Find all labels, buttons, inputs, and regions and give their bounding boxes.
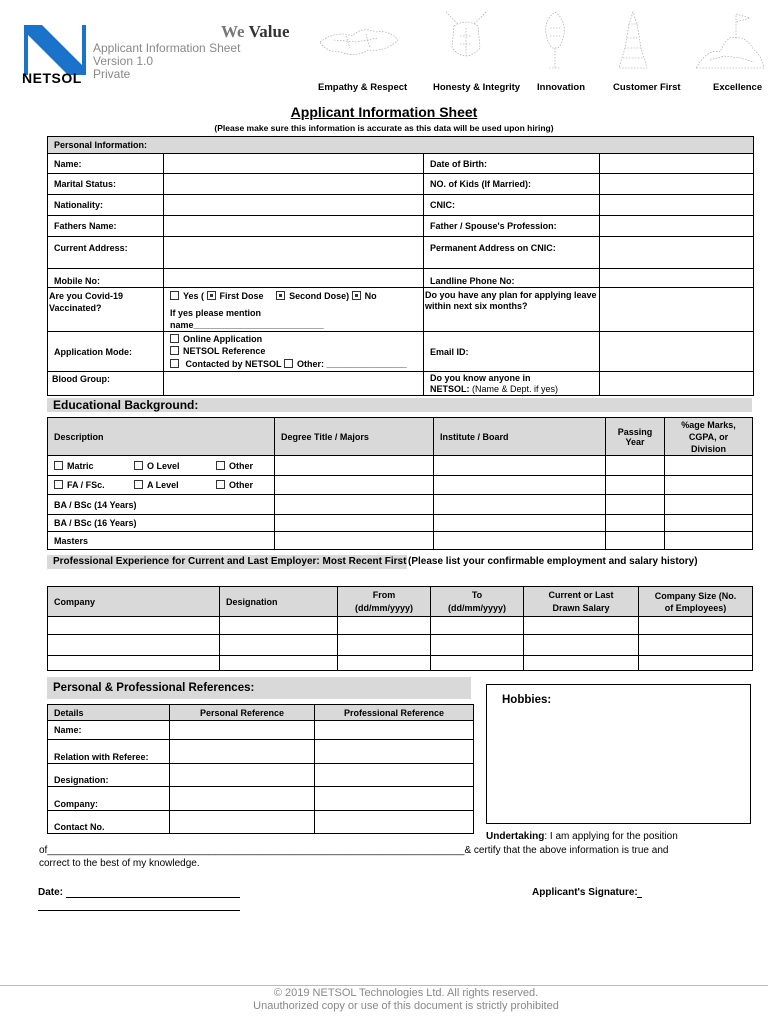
- contacted-label: Contacted by NETSOL: [185, 358, 282, 369]
- matric-label: Matric: [67, 460, 94, 471]
- kids-field[interactable]: [600, 174, 754, 195]
- ref-row-company: Company:: [48, 787, 170, 811]
- leave-plan-label: Do you have any plan for applying leave within next six months?: [424, 288, 600, 332]
- table-row: [48, 476, 753, 495]
- covid-no-label: No: [364, 291, 377, 301]
- table-row: [48, 635, 753, 656]
- signature-label: Applicant's Signature:: [532, 887, 638, 898]
- hobbies-label: Hobbies:: [502, 694, 552, 706]
- ref-cell[interactable]: [315, 721, 474, 740]
- ref-cell[interactable]: [315, 764, 474, 787]
- ref-row-designation: Designation:: [48, 764, 170, 787]
- value-excellence: Excellence: [713, 82, 763, 93]
- edu-cell[interactable]: [665, 515, 753, 532]
- exp-col-to: To (dd/mm/yyyy): [431, 587, 524, 617]
- other-checkbox-2[interactable]: [216, 480, 225, 489]
- edu-cell[interactable]: [606, 495, 665, 515]
- edu-cell[interactable]: [434, 495, 606, 515]
- a-level-option: [134, 480, 216, 490]
- covid-second-dose-checkbox[interactable]: [276, 291, 285, 300]
- table-row: [48, 787, 474, 811]
- edu-cell[interactable]: [606, 476, 665, 495]
- netsol-label: NETSOL:: [430, 383, 470, 394]
- fsc-option: [54, 480, 134, 490]
- contacted-option: [170, 358, 417, 371]
- undertaking-text-1: : I am applying for the position: [544, 831, 678, 842]
- netsol-reference-checkbox[interactable]: [170, 346, 179, 355]
- ref-col-details: Details: [48, 705, 170, 721]
- we-text: We: [221, 22, 245, 41]
- exp-col-from: From (dd/mm/yyyy): [338, 587, 431, 617]
- ref-cell[interactable]: [315, 811, 474, 834]
- table-row: [48, 154, 754, 174]
- innovation-illustration: [538, 8, 572, 72]
- other-label[interactable]: Other: ________________: [297, 358, 407, 369]
- matric-checkbox[interactable]: [54, 461, 63, 470]
- table-row: [48, 332, 754, 372]
- edu-cell[interactable]: [606, 532, 665, 550]
- references-table: [47, 704, 474, 834]
- blood-group-label: Blood Group:: [48, 372, 164, 396]
- edu-cell[interactable]: [275, 456, 434, 476]
- contacted-checkbox[interactable]: [170, 359, 179, 368]
- table-row: [48, 216, 754, 237]
- document-meta: [93, 42, 240, 81]
- matric-option: [54, 461, 134, 471]
- online-application-label: Online Application: [183, 333, 263, 344]
- edu-cell[interactable]: [665, 476, 753, 495]
- exp-cell[interactable]: [524, 635, 639, 656]
- edu-cell[interactable]: [665, 495, 753, 515]
- name-field[interactable]: [164, 154, 424, 174]
- table-row: [48, 174, 754, 195]
- fathers-name-field[interactable]: [164, 216, 424, 237]
- exp-cell[interactable]: [220, 656, 338, 671]
- current-address-field[interactable]: [164, 237, 424, 269]
- covid-mention-line[interactable]: If yes please mention name__________________________: [170, 308, 324, 330]
- covid-yes-label: Yes (: [183, 291, 205, 301]
- table-row: [48, 740, 474, 764]
- covid-options: [164, 288, 424, 332]
- ref-cell[interactable]: [170, 787, 315, 811]
- education-header-row: [48, 418, 753, 456]
- leave-plan-field[interactable]: [600, 288, 754, 332]
- other-label-2: Other: [229, 480, 254, 490]
- we-value-heading: [221, 22, 290, 42]
- exp-cell[interactable]: [338, 656, 431, 671]
- covid-yes-checkbox[interactable]: [170, 291, 179, 300]
- education-heading: Educational Background:: [47, 398, 752, 412]
- edu-cell[interactable]: [434, 532, 606, 550]
- edu-cell[interactable]: [434, 456, 606, 476]
- landline-field[interactable]: [600, 269, 754, 288]
- exp-cell[interactable]: [48, 656, 220, 671]
- table-row: [48, 456, 753, 476]
- edu-row-ba-16: BA / BSc (16 Years): [48, 515, 275, 532]
- dob-label: Date of Birth:: [424, 154, 600, 174]
- date-label: Date:: [38, 887, 64, 898]
- covid-choice-row: [170, 290, 417, 302]
- exp-col-company: Company: [48, 587, 220, 617]
- footer-copyright: © 2019 NETSOL Technologies Ltd. All rights reserved.: [273, 987, 539, 999]
- edu-cell[interactable]: [275, 515, 434, 532]
- table-row: [48, 617, 753, 635]
- edu-cell[interactable]: [606, 515, 665, 532]
- blood-group-field[interactable]: [164, 372, 424, 396]
- exp-cell[interactable]: [431, 635, 524, 656]
- exp-col-designation: Designation: [220, 587, 338, 617]
- personal-info-header-row: [48, 137, 754, 154]
- footer-divider: [0, 985, 768, 986]
- table-row: [48, 495, 753, 515]
- o-level-label: O Level: [147, 460, 180, 471]
- undertaking-line-3: correct to the best of my knowledge.: [39, 858, 200, 869]
- undertaking-line-1: [486, 830, 678, 844]
- ref-row-name: Name:: [48, 721, 170, 740]
- edu-cell[interactable]: [665, 532, 753, 550]
- table-row: [48, 721, 474, 740]
- company-name: NETSOL: [22, 70, 82, 86]
- exp-cell[interactable]: [220, 617, 338, 635]
- current-address-label: Current Address:: [48, 237, 164, 269]
- edu-cell[interactable]: [275, 495, 434, 515]
- table-row: [48, 532, 753, 550]
- nationality-field[interactable]: [164, 195, 424, 216]
- marital-status-field[interactable]: [164, 174, 424, 195]
- mobile-field[interactable]: [164, 269, 424, 288]
- form-subtitle: (Please make sure this information is accurate as this data will be used upon hiring): [214, 123, 554, 133]
- other-checkbox-1[interactable]: [216, 461, 225, 470]
- personal-info-heading: Personal Information:: [48, 137, 754, 154]
- undertaking-line-2[interactable]: of___________________________________________________________________________& certify that the above information is true and: [39, 845, 669, 856]
- mobile-label: Mobile No:: [48, 269, 164, 288]
- ref-cell[interactable]: [315, 740, 474, 764]
- references-heading: Personal & Professional References:: [47, 677, 471, 699]
- value-innovation: Innovation: [537, 82, 586, 93]
- exp-cell[interactable]: [524, 617, 639, 635]
- fsc-checkbox[interactable]: [54, 480, 63, 489]
- undertaking-label: Undertaking: [486, 831, 545, 842]
- email-field[interactable]: [600, 332, 754, 372]
- permanent-address-field[interactable]: [600, 237, 754, 269]
- edu-cell[interactable]: [275, 476, 434, 495]
- other-label-1: Other: [229, 460, 254, 471]
- netsol-reference-label: NETSOL Reference: [183, 346, 266, 357]
- name-label: Name:: [48, 154, 164, 174]
- ref-row-relation: Relation with Referee:: [48, 740, 170, 764]
- table-row: [48, 515, 753, 532]
- edu-row-fsc-options: [48, 476, 275, 495]
- email-label: Email ID:: [424, 332, 600, 372]
- online-application-checkbox[interactable]: [170, 334, 179, 343]
- fsc-label: FA / FSc.: [67, 480, 105, 490]
- covid-first-dose-checkbox[interactable]: [207, 291, 216, 300]
- date-line[interactable]: [66, 897, 240, 898]
- ref-cell[interactable]: [170, 764, 315, 787]
- footer-notice: Unauthorized copy or use of this document is strictly prohibited: [253, 1000, 559, 1012]
- exp-col-salary: Current or Last Drawn Salary: [524, 587, 639, 617]
- table-row: [48, 811, 474, 834]
- application-mode-label: Application Mode:: [48, 332, 164, 372]
- name-dept-hint: (Name & Dept. if yes): [472, 383, 559, 394]
- value-empathy: Empathy & Respect: [318, 82, 408, 93]
- know-anyone-label: Do you know anyone in: [430, 372, 531, 383]
- a-level-label: A Level: [147, 480, 179, 490]
- table-row: [48, 656, 753, 671]
- exp-cell[interactable]: [639, 617, 753, 635]
- exp-cell[interactable]: [48, 635, 220, 656]
- other-option-2: [216, 480, 253, 490]
- exp-cell[interactable]: [639, 635, 753, 656]
- experience-note: (Please list your confirmable employment and salary history): [408, 556, 698, 567]
- value-honesty: Honesty & Integrity: [433, 82, 521, 93]
- other-option-1: [216, 461, 253, 471]
- table-row: [48, 269, 754, 288]
- exp-cell[interactable]: [524, 656, 639, 671]
- exp-cell[interactable]: [48, 617, 220, 635]
- netsol-reference-option: [170, 345, 417, 358]
- exp-cell[interactable]: [338, 635, 431, 656]
- covid-first-dose-label: First Dose: [219, 291, 264, 301]
- online-application-option: [170, 333, 417, 346]
- covid-no-checkbox[interactable]: [352, 291, 361, 300]
- ref-col-personal: Personal Reference: [170, 705, 315, 721]
- ref-cell[interactable]: [170, 811, 315, 834]
- other-checkbox[interactable]: [284, 359, 293, 368]
- table-row: [48, 195, 754, 216]
- experience-table: [47, 586, 753, 671]
- table-row: [48, 237, 754, 269]
- exp-cell[interactable]: [338, 617, 431, 635]
- nationality-label: Nationality:: [48, 195, 164, 216]
- date-line-2[interactable]: [38, 910, 240, 911]
- experience-header-row: [48, 587, 753, 617]
- excellence-illustration: [694, 8, 766, 72]
- father-profession-label: Father / Spouse's Profession:: [424, 216, 600, 237]
- edu-cell[interactable]: [434, 476, 606, 495]
- value-customer-first: Customer First: [613, 82, 681, 93]
- o-level-checkbox[interactable]: [134, 461, 143, 470]
- o-level-option: [134, 461, 216, 471]
- edu-cell[interactable]: [434, 515, 606, 532]
- empathy-illustration: [316, 8, 402, 72]
- edu-col-institute: Institute / Board: [434, 418, 606, 456]
- education-table: [47, 417, 753, 550]
- a-level-checkbox[interactable]: [134, 480, 143, 489]
- fathers-name-label: Fathers Name:: [48, 216, 164, 237]
- covid-label: Are you Covid-19 Vaccinated?: [48, 288, 164, 332]
- edu-cell[interactable]: [606, 456, 665, 476]
- edu-cell[interactable]: [275, 532, 434, 550]
- covid-second-dose-label: Second Dose): [289, 291, 350, 301]
- references-header-row: [48, 705, 474, 721]
- signature-line[interactable]: [637, 897, 642, 898]
- know-anyone-field[interactable]: [600, 372, 754, 396]
- ref-col-professional: Professional Reference: [315, 705, 474, 721]
- ref-cell[interactable]: [170, 721, 315, 740]
- edu-row-masters: Masters: [48, 532, 275, 550]
- exp-cell[interactable]: [431, 617, 524, 635]
- table-row: [48, 372, 754, 396]
- exp-col-size: Company Size (No. of Employees): [639, 587, 753, 617]
- doc-version: Version 1.0: [93, 54, 154, 68]
- ref-row-contact: Contact No.: [48, 811, 170, 834]
- marital-status-label: Marital Status:: [48, 174, 164, 195]
- landline-label: Landline Phone No:: [424, 269, 600, 288]
- know-anyone-cell: [424, 372, 600, 396]
- edu-col-marks: %age Marks, CGPA, or Division: [665, 418, 753, 456]
- know-anyone-detail: [430, 384, 593, 395]
- experience-heading: Professional Experience for Current and Last Employer: Most Recent First: [47, 555, 407, 569]
- edu-row-matric-options: [48, 456, 275, 476]
- father-profession-field[interactable]: [600, 216, 754, 237]
- edu-col-passing-year: Passing Year: [606, 418, 665, 456]
- permanent-address-label: Permanent Address on CNIC:: [424, 237, 600, 269]
- customer-first-illustration: [616, 8, 650, 72]
- doc-classification: Private: [93, 67, 131, 81]
- exp-cell[interactable]: [431, 656, 524, 671]
- ref-cell[interactable]: [315, 787, 474, 811]
- cnic-label: CNIC:: [424, 195, 600, 216]
- form-title: Applicant Information Sheet: [290, 104, 478, 120]
- table-row: [48, 288, 754, 332]
- edu-col-description: Description: [48, 418, 275, 456]
- cnic-field[interactable]: [600, 195, 754, 216]
- exp-cell[interactable]: [220, 635, 338, 656]
- kids-label: NO. of Kids (If Married):: [424, 174, 600, 195]
- application-mode-options: [164, 332, 424, 372]
- ref-cell[interactable]: [170, 740, 315, 764]
- exp-cell[interactable]: [639, 656, 753, 671]
- dob-field[interactable]: [600, 154, 754, 174]
- edu-col-degree: Degree Title / Majors: [275, 418, 434, 456]
- personal-info-table: [47, 136, 754, 396]
- value-text: Value: [248, 22, 290, 41]
- table-row: [48, 764, 474, 787]
- edu-row-ba-14: BA / BSc (14 Years): [48, 495, 275, 515]
- honesty-illustration: [440, 8, 492, 72]
- edu-cell[interactable]: [665, 456, 753, 476]
- doc-title: Applicant Information Sheet: [93, 41, 241, 55]
